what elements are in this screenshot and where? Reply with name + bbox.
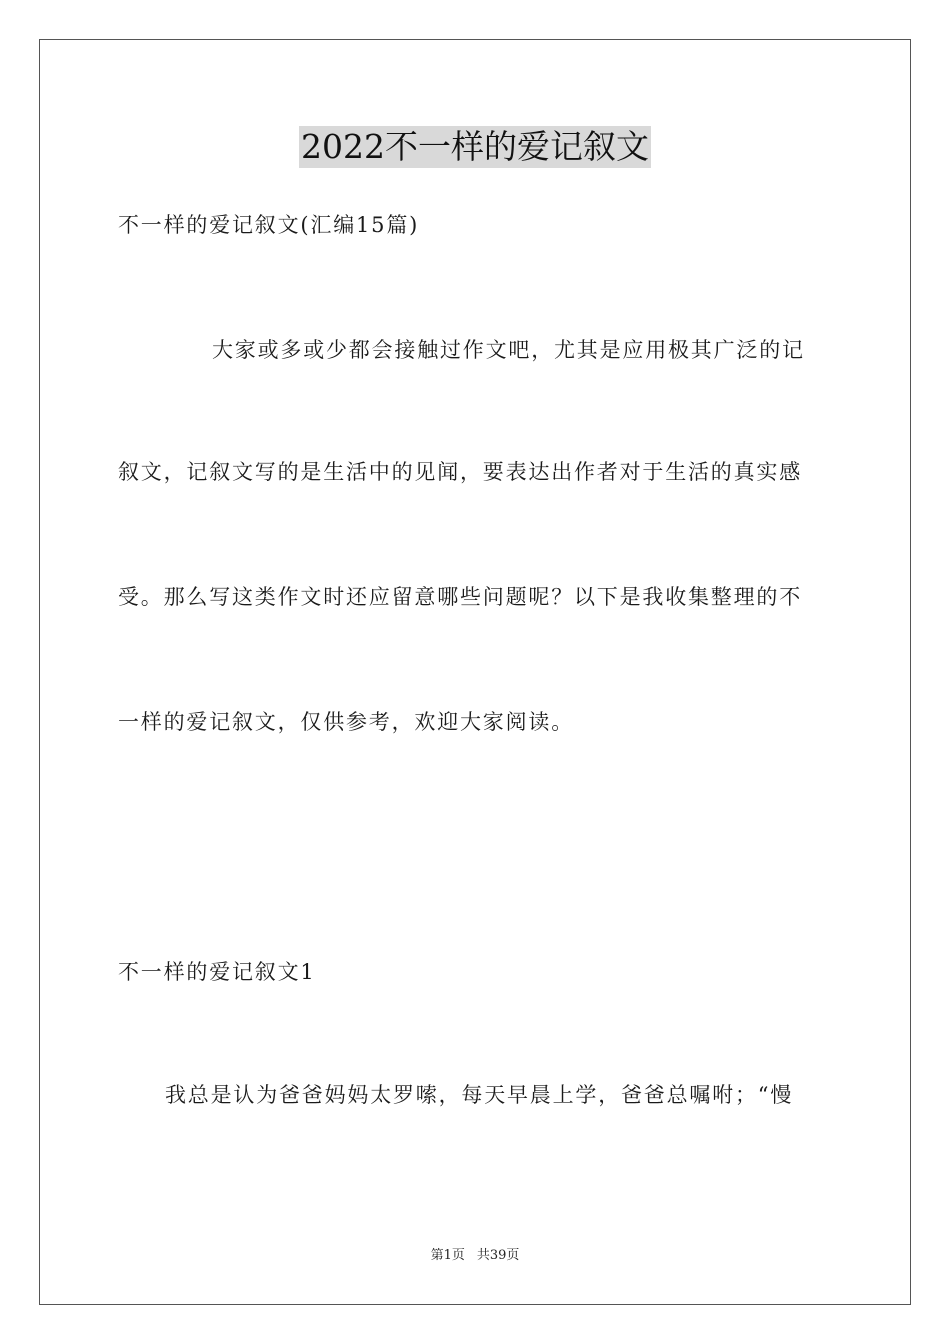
document-title: 2022不一样的爱记叙文 [301, 127, 649, 166]
intro-line-3: 受。那么写这类作文时还应留意哪些问题呢？以下是我收集整理的不 [118, 585, 802, 609]
section-heading: 不一样的爱记叙文1 [118, 960, 316, 984]
intro-line-4: 一样的爱记叙文，仅供参考，欢迎大家阅读。 [118, 710, 574, 734]
body-line-1: 我总是认为爸爸妈妈太罗嗦，每天早晨上学，爸爸总嘱咐；“慢 [165, 1083, 794, 1107]
title-container [0, 126, 950, 168]
page-footer [0, 1247, 950, 1265]
document-subtitle: 不一样的爱记叙文(汇编15篇) [118, 213, 420, 237]
intro-line-1: 大家或多或少都会接触过作文吧，尤其是应用极其广泛的记 [212, 338, 805, 362]
page-number: 第1页 [430, 1248, 465, 1263]
page-total: 共39页 [476, 1248, 520, 1263]
intro-line-2: 叙文，记叙文写的是生活中的见闻，要表达出作者对于生活的真实感 [118, 460, 802, 484]
